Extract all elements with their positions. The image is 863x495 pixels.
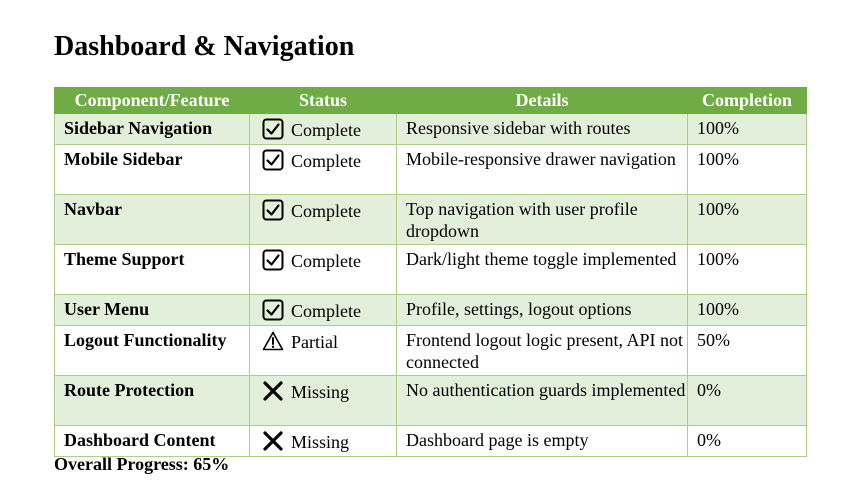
status-text: Complete (291, 120, 361, 140)
status-cell (250, 295, 397, 326)
completion-cell: 100% (688, 195, 807, 245)
status-cell (250, 195, 397, 245)
details-cell: Profile, settings, logout options (397, 295, 688, 326)
checkbox-icon (262, 149, 284, 171)
completion-cell: 50% (688, 326, 807, 376)
details-cell: No authentication guards implemented (397, 376, 688, 426)
details-cell: Top navigation with user profile dropdown (397, 195, 688, 245)
column-header-feature: Component/Feature (55, 88, 250, 114)
status-cell (250, 426, 397, 457)
details-cell: Dashboard page is empty (397, 426, 688, 457)
feature-cell: Logout Functionality (55, 326, 250, 376)
status-text: Complete (291, 201, 361, 221)
cross-icon (262, 430, 284, 452)
details-cell: Frontend logout logic present, API not connected (397, 326, 688, 376)
table-row (55, 145, 807, 195)
completion-cell: 0% (688, 376, 807, 426)
status-text: Complete (291, 151, 361, 171)
table-header-row (55, 88, 807, 114)
column-header-details: Details (397, 88, 688, 114)
cross-icon (262, 380, 284, 402)
checkbox-icon (262, 118, 284, 140)
column-header-completion: Completion (688, 88, 807, 114)
page-title: Dashboard & Navigation (54, 31, 355, 62)
details-cell: Mobile-responsive drawer navigation (397, 145, 688, 195)
status-cell (250, 245, 397, 295)
table-row (55, 245, 807, 295)
details-cell: Responsive sidebar with routes (397, 114, 688, 145)
table-row (55, 295, 807, 326)
status-cell (250, 326, 397, 376)
completion-cell: 100% (688, 295, 807, 326)
status-text: Complete (291, 301, 361, 321)
feature-cell: Navbar (55, 195, 250, 245)
status-cell (250, 376, 397, 426)
checkbox-icon (262, 299, 284, 321)
details-cell: Dark/light theme toggle implemented (397, 245, 688, 295)
status-text: Complete (291, 251, 361, 271)
table-row (55, 426, 807, 457)
checkbox-icon (262, 249, 284, 271)
feature-cell: User Menu (55, 295, 250, 326)
completion-cell: 100% (688, 145, 807, 195)
status-text: Missing (291, 382, 350, 402)
status-cell (250, 145, 397, 195)
table-row (55, 195, 807, 245)
feature-cell: Route Protection (55, 376, 250, 426)
overall-progress: Overall Progress: 65% (54, 454, 230, 474)
feature-cell: Sidebar Navigation (55, 114, 250, 145)
table-row (55, 114, 807, 145)
completion-cell: 100% (688, 245, 807, 295)
feature-cell: Dashboard Content (55, 426, 250, 457)
feature-cell: Theme Support (55, 245, 250, 295)
column-header-status: Status (250, 88, 397, 114)
warning-icon (262, 330, 284, 352)
status-text: Missing (291, 432, 350, 452)
completion-cell: 0% (688, 426, 807, 457)
status-text: Partial (291, 332, 338, 352)
table-row (55, 376, 807, 426)
checkbox-icon (262, 199, 284, 221)
table-row (55, 326, 807, 376)
feature-cell: Mobile Sidebar (55, 145, 250, 195)
status-cell (250, 114, 397, 145)
feature-table (54, 87, 807, 457)
completion-cell: 100% (688, 114, 807, 145)
